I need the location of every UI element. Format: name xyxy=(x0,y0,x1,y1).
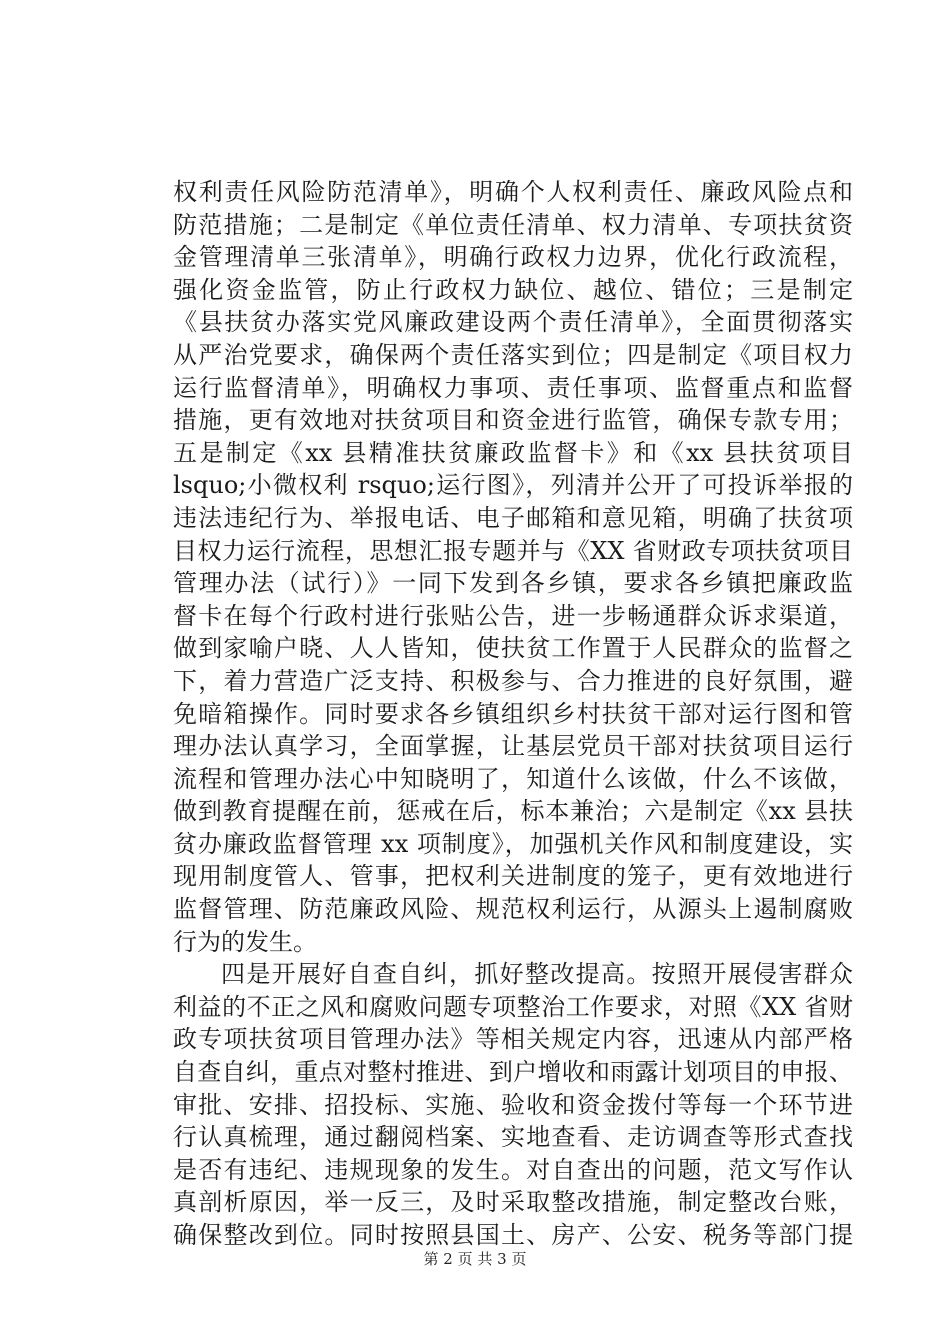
text-line: 行认真梳理，通过翻阅档案、实地查看、走访调查等形式查找 xyxy=(173,1123,853,1152)
text-line: 运行监督清单》，明确权力事项、责任事项、监督重点和监督 xyxy=(173,373,853,402)
text-line: 做到家喻户晓、人人皆知，使扶贫工作置于人民群众的监督之 xyxy=(173,634,853,663)
text-line: 四是开展好自查自纠，抓好整改提高。按照开展侵害群众 xyxy=(221,960,853,989)
text-line: 管理办法（试行）》一同下发到各乡镇，要求各乡镇把廉政监 xyxy=(173,569,853,598)
page-number-footer: 第 2 页 共 3 页 xyxy=(423,1250,527,1268)
text-line: 审批、安排、招投标、实施、验收和资金拨付等每一个环节进 xyxy=(173,1090,853,1119)
text-line: 下，着力营造广泛支持、积极参与、合力推进的良好氛围，避 xyxy=(173,666,853,695)
text-line: 真剖析原因，举一反三，及时采取整改措施，制定整改台账， xyxy=(173,1188,853,1217)
text-line: 政专项扶贫项目管理办法》等相关规定内容，迅速从内部严格 xyxy=(173,1025,853,1054)
text-line: 措施，更有效地对扶贫项目和资金进行监管，确保专款专用； xyxy=(173,406,853,435)
text-line: 目权力运行流程，思想汇报专题并与《XX 省财政专项扶贫项目 xyxy=(173,536,853,565)
text-line: 确保整改到位。同时按照县国土、房产、公安、税务等部门提 xyxy=(173,1221,853,1249)
text-line: 做到教育提醒在前，惩戒在后，标本兼治；六是制定《xx 县扶 xyxy=(173,797,853,826)
text-line: 贫办廉政监督管理 xx 项制度》，加强机关作风和制度建设，实 xyxy=(173,829,853,858)
text-line: 是否有违纪、违规现象的发生。对自查出的问题，范文写作认 xyxy=(173,1155,853,1184)
text-line: 流程和管理办法心中知晓明了，知道什么该做，什么不该做， xyxy=(173,764,853,793)
text-line: 权利责任风险防范清单》，明确个人权利责任、廉政风险点和 xyxy=(173,178,853,206)
text-line: 金管理清单三张清单》，明确行政权力边界，优化行政流程， xyxy=(173,243,853,272)
text-line: 自查自纠，重点对整村推进、到户增收和雨露计划项目的申报、 xyxy=(173,1058,853,1087)
text-line: 现用制度管人、管事，把权利关进制度的笼子，更有效地进行 xyxy=(173,862,853,891)
text-line: lsquo;小微权利 rsquo;运行图》，列清并公开了可投诉举报的 xyxy=(173,471,853,500)
text-line: 监督管理、防范廉政风险、规范权利运行，从源头上遏制腐败 xyxy=(173,895,853,924)
text-line: 行为的发生。 xyxy=(173,927,317,956)
text-line: 违法违纪行为、举报电话、电子邮箱和意见箱，明确了扶贫项 xyxy=(173,503,853,532)
text-line: 督卡在每个行政村进行张贴公告，进一步畅通群众诉求渠道， xyxy=(173,601,853,630)
text-line: 五是制定《xx 县精准扶贫廉政监督卡》和《xx 县扶贫项目 xyxy=(173,438,853,467)
text-line: 防范措施；二是制定《单位责任清单、权力清单、专项扶贫资 xyxy=(173,210,853,239)
text-line: 利益的不正之风和腐败问题专项整治工作要求，对照《XX 省财 xyxy=(173,992,853,1021)
text-line: 从严治党要求，确保两个责任落实到位；四是制定《项目权力 xyxy=(173,340,853,369)
text-line: 《县扶贫办落实党风廉政建设两个责任清单》，全面贯彻落实 xyxy=(173,308,853,337)
text-line: 理办法认真学习，全面掌握，让基层党员干部对扶贫项目运行 xyxy=(173,732,853,761)
text-line: 免暗箱操作。同时要求各乡镇组织乡村扶贫干部对运行图和管 xyxy=(173,699,853,728)
text-line: 强化资金监管，防止行政权力缺位、越位、错位；三是制定 xyxy=(173,275,853,304)
body-text xyxy=(173,176,853,1252)
